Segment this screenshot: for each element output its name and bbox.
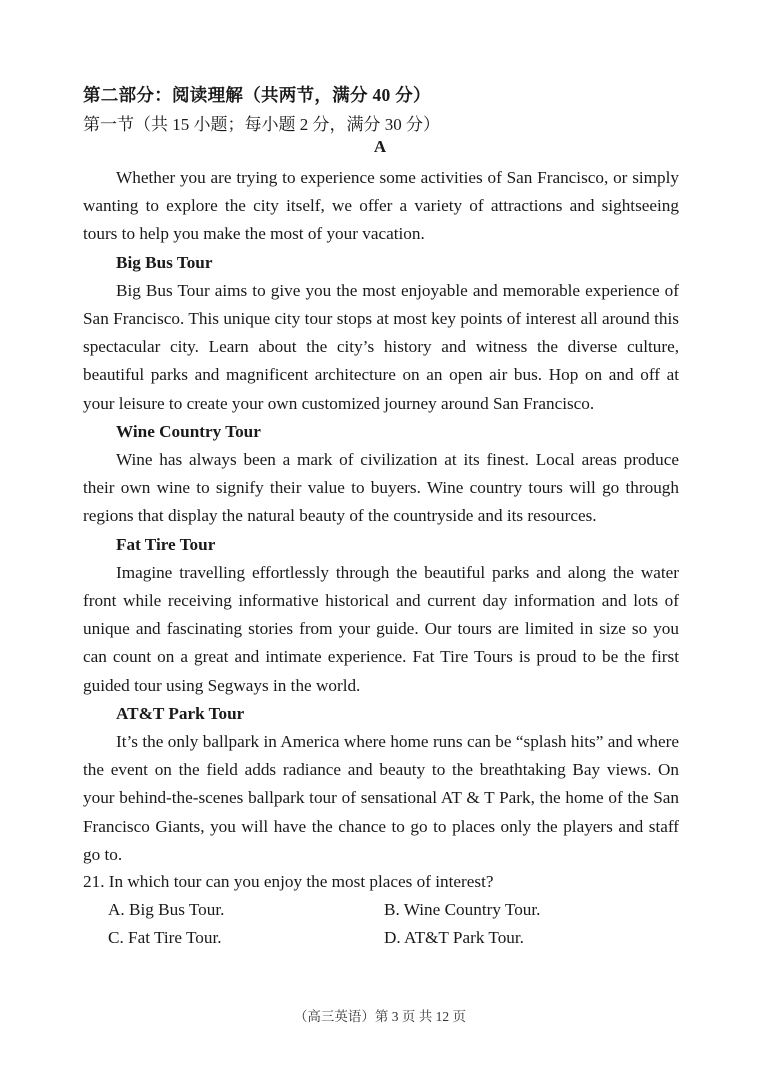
passage-intro: Whether you are trying to experience some activities of San Francisco, or simply wanting to explore the city itself, we offer a variety of attractions and sightseeing tours to help you make the most of your vacation. [83, 168, 679, 244]
question-stem: 21. In which tour can you enjoy the most places of interest? [83, 872, 494, 891]
page-footer: （高三英语）第 3 页 共 12 页 [293, 1009, 467, 1024]
tour-heading-big-bus: Big Bus Tour [116, 252, 213, 272]
tour-text-wine-country: Wine has always been a mark of civilization at its finest. Local areas produce their own wine to signify their value to buyers. Wine country tours will go through regions that display the natural beauty of the countryside and its resources. [83, 450, 679, 526]
tour-text-fat-tire: Imagine travelling effortlessly through the beautiful parks and along the water front while receiving informative historical and current day information and lots of unique and fascinating stories from your guide. Our tours are limited in size so you can count on a great and intimate experience. Fat Tire Tours is proud to be the first guided tour using Segways in the world. [83, 562, 679, 695]
tour-text-big-bus: Big Bus Tour aims to give you the most enjoyable and memorable experience of San Francisco. This unique city tour stops at most key points of interest all around this spectacular city. Learn about the city’s history and witness the diverse culture, beautiful parks and magnificent architecture on an open air bus. Hop on and off at your leisure to create your own customized journey around San Francisco. [83, 280, 679, 413]
passage-body [83, 164, 679, 869]
tour-heading-wine-country: Wine Country Tour [116, 421, 261, 441]
option-d: D. AT&T Park Tour. [384, 928, 524, 948]
section-title: 第一节（共 15 小题；每小题 2 分，满分 30 分） [83, 115, 440, 134]
answer-options [108, 896, 683, 952]
option-c: C. Fat Tire Tour. [108, 928, 222, 948]
tour-heading-att-park: AT&T Park Tour [116, 703, 245, 723]
tour-heading-fat-tire: Fat Tire Tour [116, 534, 216, 554]
option-a: A. Big Bus Tour. [108, 900, 225, 920]
question-21 [83, 868, 683, 953]
part-title: 第二部分：阅读理解（共两节，满分 40 分） [83, 85, 431, 105]
option-b: B. Wine Country Tour. [384, 900, 541, 920]
passage-letter: A [373, 137, 387, 156]
tour-text-att-park: It’s the only ballpark in America where home runs can be “splash hits” and where the event on the field adds radiance and beauty to the breathtaking Bay views. On your behind-the-scenes ballpark tour of sensational AT & T Park, the home of the San Francisco Giants, you will have the chance to go to places only the players and staff go to. [83, 732, 679, 864]
